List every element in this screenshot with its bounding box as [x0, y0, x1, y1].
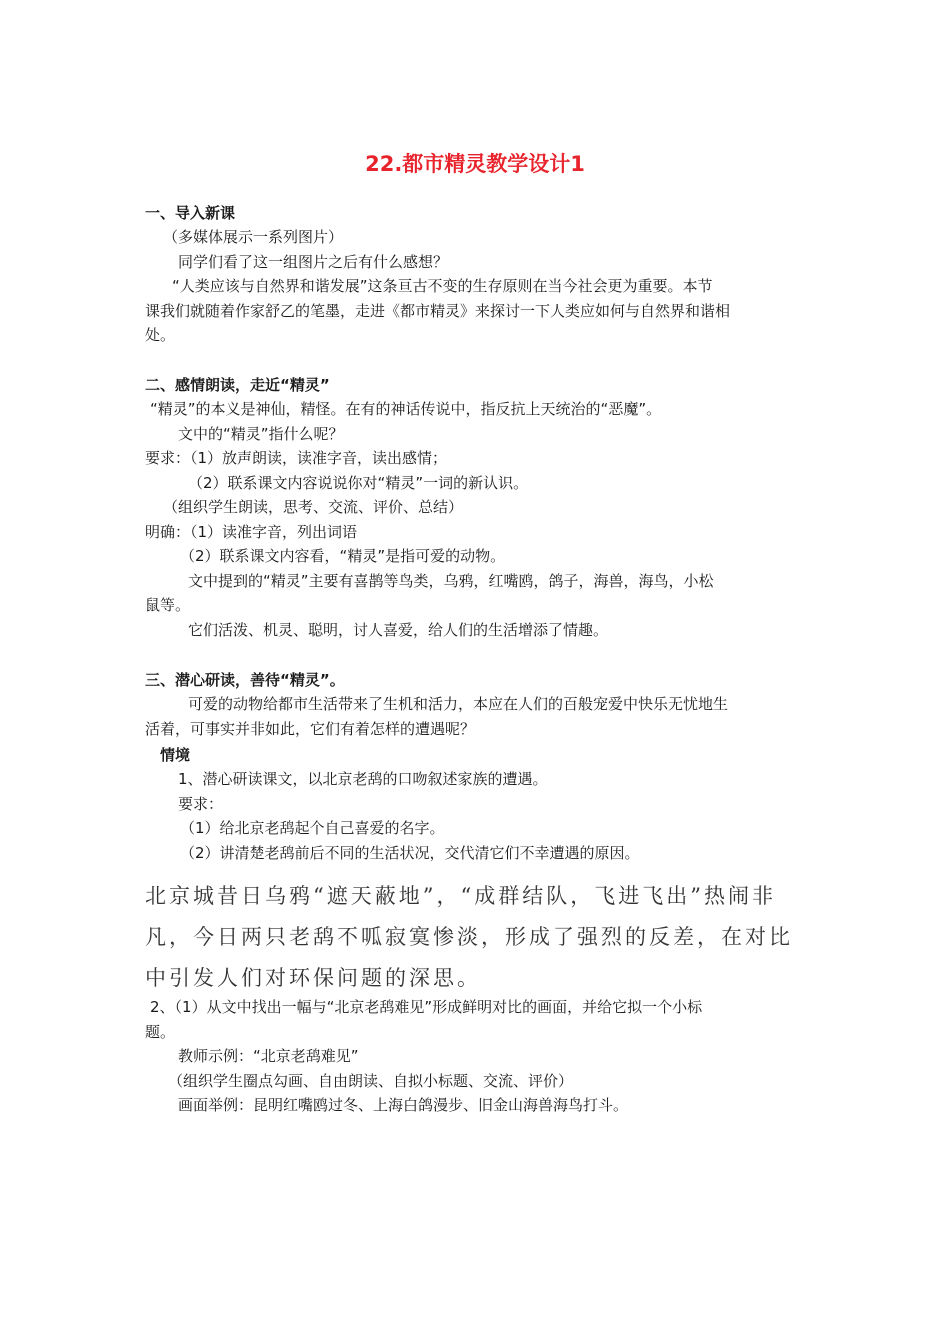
- section-2-line-8: 文中提到的“精灵”主要有喜鹊等鸟类，乌鸦，红嘴鸥，鸽子，海兽，海鸟，小松: [188, 572, 714, 590]
- section-1-line-2: 同学们看了这一组图片之后有什么感想？: [178, 253, 449, 271]
- section-2-line-9: 鼠等。: [145, 596, 191, 614]
- section-3-line-4: 要求：: [178, 795, 224, 813]
- section-2-line-2: 文中的“精灵”指什么呢？: [178, 425, 344, 443]
- section-3-line-3: 1、潜心研读课文，以北京老鸹的口吻叙述家族的遭遇。: [178, 770, 548, 788]
- section-3-line-11: 画面举例：昆明红嘴鸥过冬、上海白鸽漫步、旧金山海兽海鸟打斗。: [178, 1096, 629, 1114]
- section-3-line-1: 可爱的动物给都市生活带来了生机和活力，本应在人们的百般宠爱中快乐无忧地生: [188, 695, 729, 713]
- handwritten-answer: 北京城昔日乌鸦“遮天蔽地”，“成群结队，飞进飞出”热闹非凡，今日两只老鸹不呱寂寞惨淡，形成了强烈的反差，在对比中引发人们对环保问题的深思。: [145, 884, 793, 990]
- section-2-line-6: 明确：（1）读准字音，列出词语: [145, 523, 358, 541]
- section-1-heading: 一、导入新课: [145, 204, 236, 222]
- section-3-line-10: （组织学生圈点勾画、自由朗读、自拟小标题、交流、评价）: [168, 1072, 574, 1090]
- section-3-heading: 三、潜心研读，善待“精灵”。: [145, 671, 345, 689]
- section-2-line-10: 它们活泼、机灵、聪明，讨人喜爱，给人们的生活增添了情趣。: [188, 621, 609, 639]
- section-1-line-1: （多媒体展示一系列图片）: [163, 228, 344, 246]
- section-3-line-8: 题。: [145, 1023, 176, 1041]
- section-2-line-1: “精灵”的本义是神仙，精怪。在有的神话传说中，指反抗上天统治的“恶魔”。: [150, 400, 662, 418]
- section-2-line-4: （2）联系课文内容说说你对“精灵”一词的新认识。: [188, 474, 529, 492]
- section-1-line-4: 课我们就随着作家舒乙的笔墨，走进《都市精灵》来探讨一下人类应如何与自然界和谐相: [145, 302, 731, 320]
- section-3-line-6: （2）讲清楚老鸹前后不同的生活状况，交代清它们不幸遭遇的原因。: [180, 844, 640, 862]
- section-1-line-3: “人类应该与自然界和谐发展”这条亘古不变的生存原则在当今社会更为重要。本节: [172, 277, 713, 295]
- document-title: 22.都市精灵教学设计1: [365, 152, 585, 176]
- section-1-line-5: 处。: [145, 326, 176, 344]
- section-3-subheading: 情境: [160, 746, 191, 764]
- section-3-line-5: （1）给北京老鸹起个自己喜爱的名字。: [180, 819, 445, 837]
- section-2-heading: 二、感情朗读，走近“精灵”: [145, 376, 330, 394]
- section-2-line-7: （2）联系课文内容看，“精灵”是指可爱的动物。: [180, 547, 506, 565]
- section-3-line-9: 教师示例：“北京老鸹难见”: [178, 1047, 359, 1065]
- section-2-line-3: 要求：（1）放声朗读，读准字音，读出感情；: [145, 449, 448, 467]
- section-2-line-5: （组织学生朗读，思考、交流、评价、总结）: [163, 498, 464, 516]
- section-3-line-7: 2、（1）从文中找出一幅与“北京老鸹难见”形成鲜明对比的画面，并给它拟一个小标: [150, 998, 703, 1016]
- section-3-line-2: 活着，可事实并非如此，它们有着怎样的遭遇呢？: [145, 720, 476, 738]
